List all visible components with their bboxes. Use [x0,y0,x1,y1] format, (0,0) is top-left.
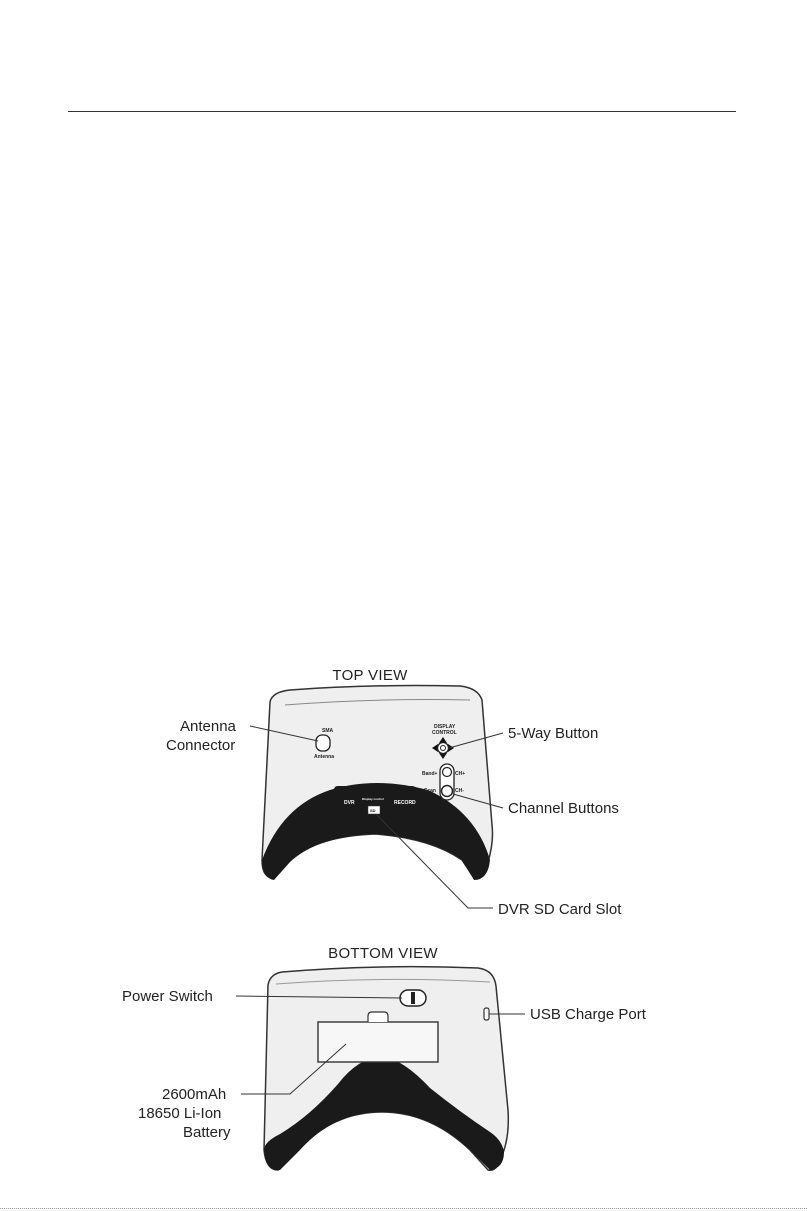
five-way-button [438,743,449,754]
battery-callout-line3: Battery [183,1124,231,1141]
channel-up-button [443,768,452,777]
five-way-callout: 5-Way Button [508,725,599,742]
channel-callout: Channel Buttons [508,800,619,817]
dvr-label: DVR [344,800,355,806]
antenna-marking: Antenna [314,754,334,760]
control-label: CONTROL [432,730,457,736]
usb-callout: USB Charge Port [530,1006,646,1023]
scan-label: Scan [424,788,436,794]
sma-label: SMA [322,728,334,734]
power-switch-callout: Power Switch [122,988,213,1005]
battery-callout-line2: 18650 Li-Ion [138,1105,222,1122]
page-bottom-edge [0,1208,807,1209]
band-plus-label: Band+ [422,771,438,777]
display-label: DISPLAY [434,724,456,730]
battery-compartment [318,1022,438,1062]
ch-minus-label: CH- [455,788,464,794]
display-control-strip-label: Display control [362,797,384,801]
sd-label: SD [370,808,376,813]
antenna-callout-line1: Antenna [180,718,236,735]
ch-plus-label: CH+ [455,771,466,777]
usb-port [484,1008,489,1020]
record-label: RECORD [394,800,416,806]
top-view-device [262,686,493,881]
antenna-connector [316,735,330,751]
sd-slot-callout: DVR SD Card Slot [498,901,622,918]
antenna-callout-line2: Connector [166,737,236,754]
battery-callout-line1: 2600mAh [162,1086,227,1103]
channel-down-button [442,786,453,797]
top-view-title: TOP VIEW [332,667,408,684]
bottom-view-title: BOTTOM VIEW [328,945,438,962]
